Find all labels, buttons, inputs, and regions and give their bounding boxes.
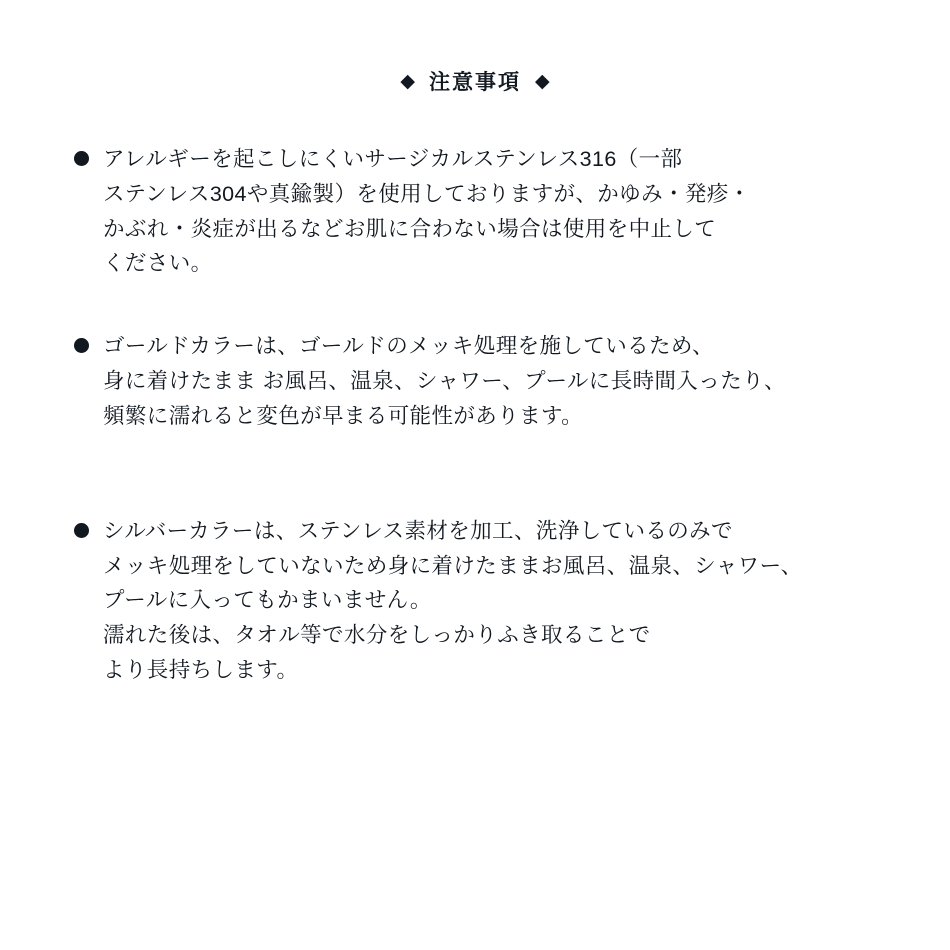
diamond-left-icon: ◆ — [400, 70, 415, 92]
list-item-body — [103, 329, 890, 433]
list-item-line: 頻繁に濡れると変色が早まる可能性があります。 — [103, 403, 584, 428]
list-item-line: 身に着けたまま お風呂、温泉、シャワー、プールに長時間入ったり、 — [103, 369, 786, 394]
list-item-body — [103, 514, 890, 688]
list-item — [74, 142, 890, 281]
list-item-line: ください。 — [103, 251, 213, 276]
list-item-body — [103, 142, 890, 281]
list-item-line: シルバーカラーは、ステンレス素材を加工、洗浄しているのみで — [103, 518, 733, 543]
page-title-text: 注意事項 — [429, 71, 521, 94]
list-item — [74, 514, 890, 688]
page-title — [60, 66, 890, 96]
list-item-line: アレルギーを起こしにくいサージカルステンレス316（一部 — [103, 147, 683, 171]
diamond-right-icon: ◆ — [535, 70, 550, 92]
list-item-line: プールに入ってもかまいません。 — [103, 588, 432, 613]
bullet-icon — [74, 523, 89, 538]
list-item-line: メッキ処理をしていないため身に着けたままお風呂、温泉、シャワー、 — [103, 553, 803, 578]
list-item-line: ゴールドカラーは、ゴールドのメッキ処理を施しているため、 — [103, 334, 714, 359]
bullet-icon — [74, 151, 89, 166]
notice-list — [60, 142, 890, 688]
list-item-line: かぶれ・炎症が出るなどお肌に合わない場合は使用を中止して — [103, 216, 717, 241]
list-item — [74, 329, 890, 433]
bullet-icon — [74, 338, 89, 353]
list-item-line: ステンレス304や真鍮製）を使用しておりますが、かゆみ・発疹・ — [103, 181, 751, 206]
list-item-line: 濡れた後は、タオル等で水分をしっかりふき取ることで — [103, 623, 651, 648]
list-item-line: より長持ちします。 — [103, 658, 299, 683]
